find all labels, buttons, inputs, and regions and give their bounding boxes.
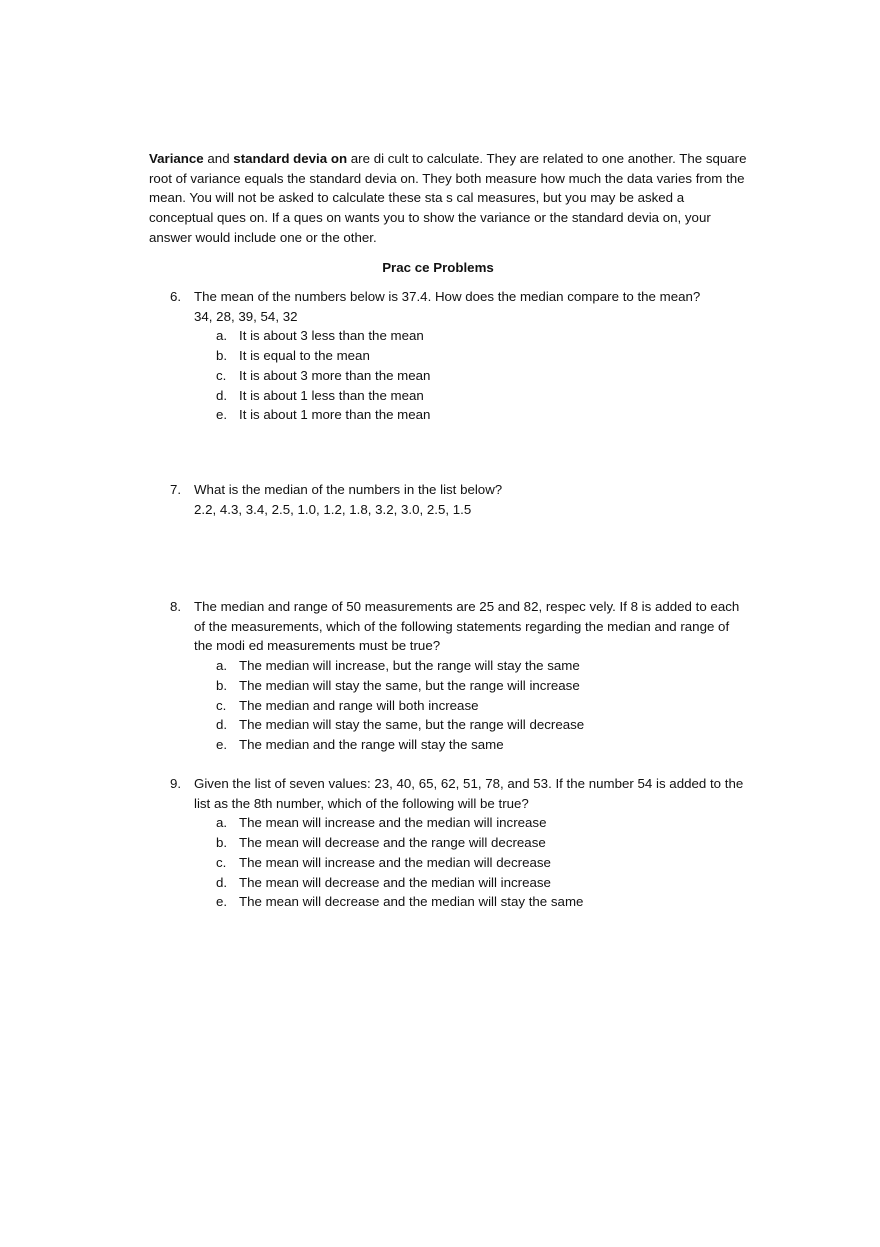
option-text: The median and range will both increase <box>239 697 479 713</box>
answer-option <box>194 656 750 676</box>
option-text: The mean will increase and the median will increase <box>239 815 547 831</box>
question-body <box>194 287 750 425</box>
question-data: 34, 28, 39, 54, 32 <box>194 308 298 324</box>
option-text: It is equal to the mean <box>239 348 370 364</box>
question-body <box>194 774 750 912</box>
answer-option <box>194 813 750 833</box>
question-body <box>194 480 750 519</box>
option-letter: b. <box>216 677 228 693</box>
option-text: It is about 1 less than the mean <box>239 387 424 403</box>
option-letter: d. <box>216 387 228 403</box>
answer-option <box>194 873 750 893</box>
option-letter: b. <box>216 835 228 851</box>
question-stem: Given the list of seven values: 23, 40, 65, 62, 51, 78, and 53. If the number 54 is added to the list as the 8th number, which of the following will be true? <box>194 776 744 811</box>
option-letter: c. <box>216 697 227 713</box>
option-text: The median will stay the same, but the range will increase <box>239 677 580 693</box>
question-number: 8. <box>170 599 182 614</box>
answer-option <box>194 405 750 425</box>
answer-options <box>194 813 750 912</box>
answer-option <box>194 386 750 406</box>
answer-option <box>194 366 750 386</box>
question-body <box>194 597 750 755</box>
intro-connector: and <box>203 151 234 166</box>
question-7 <box>170 480 750 519</box>
answer-option <box>194 892 750 912</box>
option-letter: e. <box>216 407 228 423</box>
option-text: The mean will decrease and the range will decrease <box>239 835 546 851</box>
answer-options <box>194 326 750 425</box>
answer-option <box>194 833 750 853</box>
question-number: 6. <box>170 289 182 304</box>
answer-option <box>194 853 750 873</box>
option-text: The mean will decrease and the median will stay the same <box>239 894 584 910</box>
intro-text: are di cult to calculate. They are related to one another. The square root of variance equals the standard devia on. They both measure how much the data varies from the mean. You will not be asked to calculate these sta s cal measures, but you may be asked a conceptual ques on. If a ques on wants you to show the variance or the standard devia on, your answer would include one or the other. <box>149 151 747 245</box>
answer-option <box>194 715 750 735</box>
question-stem: The mean of the numbers below is 37.4. How does the median compare to the mean? <box>194 289 701 304</box>
option-letter: a. <box>216 815 228 831</box>
option-letter: b. <box>216 348 228 364</box>
question-9 <box>170 774 750 912</box>
option-text: The median will increase, but the range will stay the same <box>239 658 580 674</box>
answer-option <box>194 735 750 755</box>
option-letter: c. <box>216 367 227 383</box>
option-letter: c. <box>216 854 227 870</box>
answer-options <box>194 656 750 755</box>
option-letter: e. <box>216 736 228 752</box>
term-standard-deviation: standard devia on <box>233 151 348 166</box>
option-letter: a. <box>216 658 228 674</box>
answer-option <box>194 696 750 716</box>
intro-paragraph <box>149 149 749 248</box>
question-stem: The median and range of 50 measurements are 25 and 82, respec vely. If 8 is added to each of the measurements, which of the following statements regarding the median and range of the modi ed measurements must be true? <box>194 599 740 654</box>
option-text: The mean will increase and the median will decrease <box>239 854 551 870</box>
question-6 <box>170 287 750 425</box>
option-letter: e. <box>216 894 228 910</box>
option-letter: d. <box>216 717 228 733</box>
question-8 <box>170 597 750 755</box>
option-letter: d. <box>216 874 228 890</box>
option-text: The mean will decrease and the median will increase <box>239 874 551 890</box>
question-data: 2.2, 4.3, 3.4, 2.5, 1.0, 1.2, 1.8, 3.2, 3.0, 2.5, 1.5 <box>194 501 472 517</box>
option-letter: a. <box>216 328 228 344</box>
option-text: The median and the range will stay the same <box>239 736 504 752</box>
answer-option <box>194 676 750 696</box>
section-title: Prac ce Problems <box>382 260 494 275</box>
answer-option <box>194 326 750 346</box>
question-number: 7. <box>170 482 182 497</box>
option-text: It is about 1 more than the mean <box>239 407 431 423</box>
question-number: 9. <box>170 776 182 791</box>
option-text: It is about 3 more than the mean <box>239 367 431 383</box>
option-text: The median will stay the same, but the range will decrease <box>239 717 585 733</box>
question-stem: What is the median of the numbers in the list below? <box>194 482 503 497</box>
answer-option <box>194 346 750 366</box>
term-variance: Variance <box>149 151 204 166</box>
option-text: It is about 3 less than the mean <box>239 328 424 344</box>
